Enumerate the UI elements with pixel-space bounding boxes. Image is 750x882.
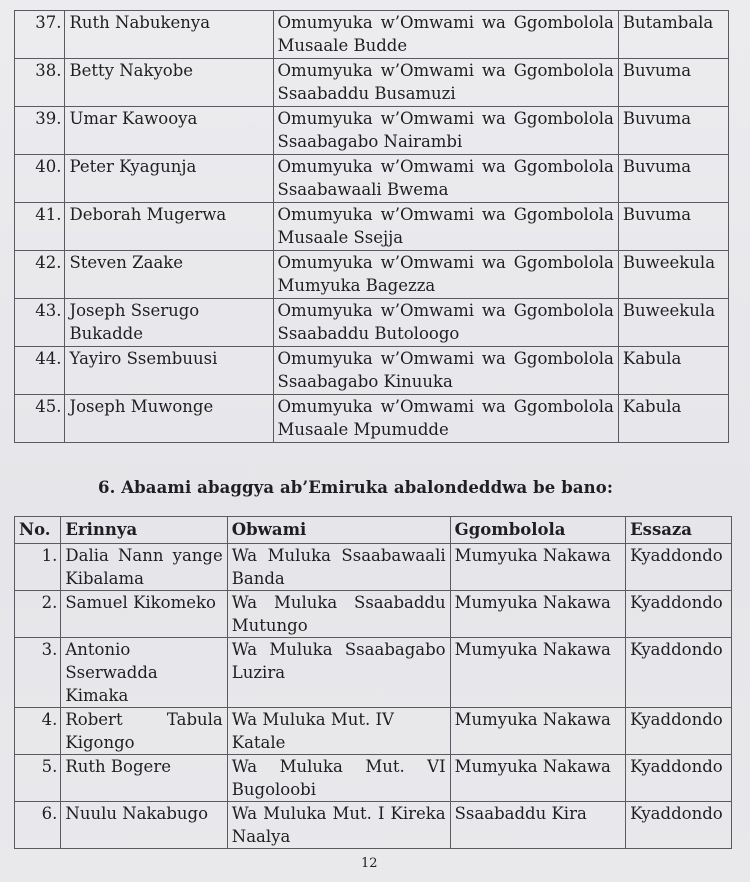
person-name bbox=[61, 802, 227, 849]
county-name: Kabula bbox=[618, 395, 728, 443]
office-title bbox=[227, 638, 450, 708]
office-title bbox=[273, 155, 618, 203]
table-row bbox=[15, 11, 729, 59]
person-name-line2: Kibalama bbox=[65, 569, 144, 588]
office-title-line2: Naalya bbox=[231, 827, 291, 846]
table-row bbox=[15, 251, 729, 299]
row-number: 41. bbox=[15, 203, 65, 251]
row-number: 4. bbox=[15, 708, 61, 755]
office-title-line2: Ssaabaddu Butoloogo bbox=[277, 324, 460, 343]
county-name: Buvuma bbox=[618, 203, 728, 251]
office-title-line1: Omumyuka w’Omwami wa Ggombolola bbox=[277, 349, 614, 368]
person-name bbox=[61, 638, 227, 708]
ggombolola-name: Mumyuka Nakawa bbox=[450, 708, 625, 755]
person-name-line1: Nuulu Nakabugo bbox=[65, 804, 209, 823]
person-name bbox=[61, 544, 227, 591]
office-title-line2: Musaale Budde bbox=[277, 36, 408, 55]
table-row bbox=[15, 708, 732, 755]
office-title-line2: Bugoloobi bbox=[231, 780, 316, 799]
office-title bbox=[227, 802, 450, 849]
person-name bbox=[61, 591, 227, 638]
ggombolola-name: Mumyuka Nakawa bbox=[450, 591, 625, 638]
row-number: 44. bbox=[15, 347, 65, 395]
county-name: Butambala bbox=[618, 11, 728, 59]
office-title bbox=[273, 395, 618, 443]
table-row bbox=[15, 203, 729, 251]
table-row bbox=[15, 59, 729, 107]
table-header-row bbox=[15, 517, 732, 544]
row-number: 3. bbox=[15, 638, 61, 708]
row-number: 37. bbox=[15, 11, 65, 59]
office-title bbox=[273, 59, 618, 107]
county-name: Buvuma bbox=[618, 59, 728, 107]
table-row bbox=[15, 638, 732, 708]
office-title-line1: Omumyuka w’Omwami wa Ggombolola bbox=[277, 301, 614, 320]
person-name-line1: Antonio bbox=[65, 640, 131, 659]
person-name: Ruth Nabukenya bbox=[65, 11, 273, 59]
row-number: 6. bbox=[15, 802, 61, 849]
table-row bbox=[15, 395, 729, 443]
section-6-heading: 6. Abaami abaggya ab’Emiruka abalondeddwa be bano: bbox=[98, 478, 614, 497]
essaza-name: Kyaddondo bbox=[626, 638, 732, 708]
office-title-line2: Ssaabaddu Busamuzi bbox=[277, 84, 456, 103]
office-title bbox=[227, 708, 450, 755]
header-title: Obwami bbox=[227, 517, 450, 544]
page-number: 12 bbox=[361, 856, 378, 871]
person-name: Peter Kyagunja bbox=[65, 155, 273, 203]
office-title-line2: Musaale Mpumudde bbox=[277, 420, 449, 439]
office-title-line2: Mumyuka Bagezza bbox=[277, 276, 436, 295]
person-name-line1: Dalia Nann yange bbox=[65, 546, 223, 565]
office-title-line1: Omumyuka w’Omwami wa Ggombolola bbox=[277, 157, 614, 176]
office-title bbox=[273, 251, 618, 299]
row-number: 39. bbox=[15, 107, 65, 155]
office-title bbox=[273, 11, 618, 59]
essaza-name: Kyaddondo bbox=[626, 708, 732, 755]
parish-chiefs-table bbox=[14, 516, 732, 849]
person-name: Yayiro Ssembuusi bbox=[65, 347, 273, 395]
row-number: 5. bbox=[15, 755, 61, 802]
header-no: No. bbox=[15, 517, 61, 544]
row-number: 42. bbox=[15, 251, 65, 299]
row-number: 43. bbox=[15, 299, 65, 347]
office-title bbox=[227, 755, 450, 802]
table-row bbox=[15, 155, 729, 203]
office-title-line1: Omumyuka w’Omwami wa Ggombolola bbox=[277, 61, 614, 80]
county-name: Buweekula bbox=[618, 251, 728, 299]
header-essaza: Essaza bbox=[626, 517, 732, 544]
table-row bbox=[15, 347, 729, 395]
office-title-line1: Wa Muluka Mut. IV Katale bbox=[231, 710, 394, 752]
person-name-line1: Samuel Kikomeko bbox=[65, 593, 216, 612]
office-title-line1: Wa Muluka Ssaabawaali bbox=[231, 546, 446, 565]
row-number: 1. bbox=[15, 544, 61, 591]
office-title bbox=[227, 544, 450, 591]
row-number: 2. bbox=[15, 591, 61, 638]
table-row bbox=[15, 755, 732, 802]
office-title-line1: Omumyuka w’Omwami wa Ggombolola bbox=[277, 13, 614, 32]
county-name: Buvuma bbox=[618, 155, 728, 203]
table-row bbox=[15, 591, 732, 638]
person-name-line1: Ruth Bogere bbox=[65, 757, 171, 776]
office-title-line2: Ssaabagabo Nairambi bbox=[277, 132, 463, 151]
office-title-line1: Omumyuka w’Omwami wa Ggombolola bbox=[277, 205, 614, 224]
office-title-line2: Musaale Ssejja bbox=[277, 228, 404, 247]
person-name: Umar Kawooya bbox=[65, 107, 273, 155]
office-title bbox=[227, 591, 450, 638]
ggombolola-name: Mumyuka Nakawa bbox=[450, 544, 625, 591]
person-name-line2: Sserwadda Kimaka bbox=[65, 663, 158, 705]
office-title-line1: Omumyuka w’Omwami wa Ggombolola bbox=[277, 109, 614, 128]
row-number: 38. bbox=[15, 59, 65, 107]
person-name: Steven Zaake bbox=[65, 251, 273, 299]
office-title-line1: Wa Muluka Ssaabaddu bbox=[231, 593, 446, 612]
person-name-line1: Robert Tabula bbox=[65, 710, 223, 729]
person-name: Joseph Muwonge bbox=[65, 395, 273, 443]
person-name bbox=[61, 708, 227, 755]
appointments-table-continued bbox=[14, 10, 729, 443]
header-name: Erinnya bbox=[61, 517, 227, 544]
office-title bbox=[273, 347, 618, 395]
county-name: Buweekula bbox=[618, 299, 728, 347]
row-number: 45. bbox=[15, 395, 65, 443]
table-row bbox=[15, 107, 729, 155]
office-title bbox=[273, 203, 618, 251]
office-title-line2: Luzira bbox=[231, 663, 286, 682]
essaza-name: Kyaddondo bbox=[626, 591, 732, 638]
office-title-line1: Omumyuka w’Omwami wa Ggombolola bbox=[277, 253, 614, 272]
person-name: Deborah Mugerwa bbox=[65, 203, 273, 251]
person-name: Betty Nakyobe bbox=[65, 59, 273, 107]
essaza-name: Kyaddondo bbox=[626, 802, 732, 849]
office-title bbox=[273, 299, 618, 347]
office-title-line2: Mutungo bbox=[231, 616, 308, 635]
person-name-line2: Kigongo bbox=[65, 733, 135, 752]
office-title-line2: Ssaabagabo Kinuuka bbox=[277, 372, 453, 391]
essaza-name: Kyaddondo bbox=[626, 544, 732, 591]
office-title-line1: Wa Muluka Mut. I Kireka bbox=[231, 804, 446, 823]
table-row bbox=[15, 299, 729, 347]
essaza-name: Kyaddondo bbox=[626, 755, 732, 802]
office-title bbox=[273, 107, 618, 155]
ggombolola-name: Ssaabaddu Kira bbox=[450, 802, 625, 849]
ggombolola-name: Mumyuka Nakawa bbox=[450, 755, 625, 802]
office-title-line1: Wa Muluka Ssaabagabo bbox=[231, 640, 446, 659]
office-title-line2: Ssaabawaali Bwema bbox=[277, 180, 449, 199]
table-row bbox=[15, 544, 732, 591]
ggombolola-name: Mumyuka Nakawa bbox=[450, 638, 625, 708]
person-name: Joseph Sserugo Bukadde bbox=[65, 299, 273, 347]
office-title-line1: Omumyuka w’Omwami wa Ggombolola bbox=[277, 397, 614, 416]
person-name bbox=[61, 755, 227, 802]
county-name: Buvuma bbox=[618, 107, 728, 155]
table-row bbox=[15, 802, 732, 849]
office-title-line2: Banda bbox=[231, 569, 285, 588]
row-number: 40. bbox=[15, 155, 65, 203]
header-ggombolola: Ggombolola bbox=[450, 517, 625, 544]
office-title-line1: Wa Muluka Mut. VI bbox=[231, 757, 446, 776]
county-name: Kabula bbox=[618, 347, 728, 395]
